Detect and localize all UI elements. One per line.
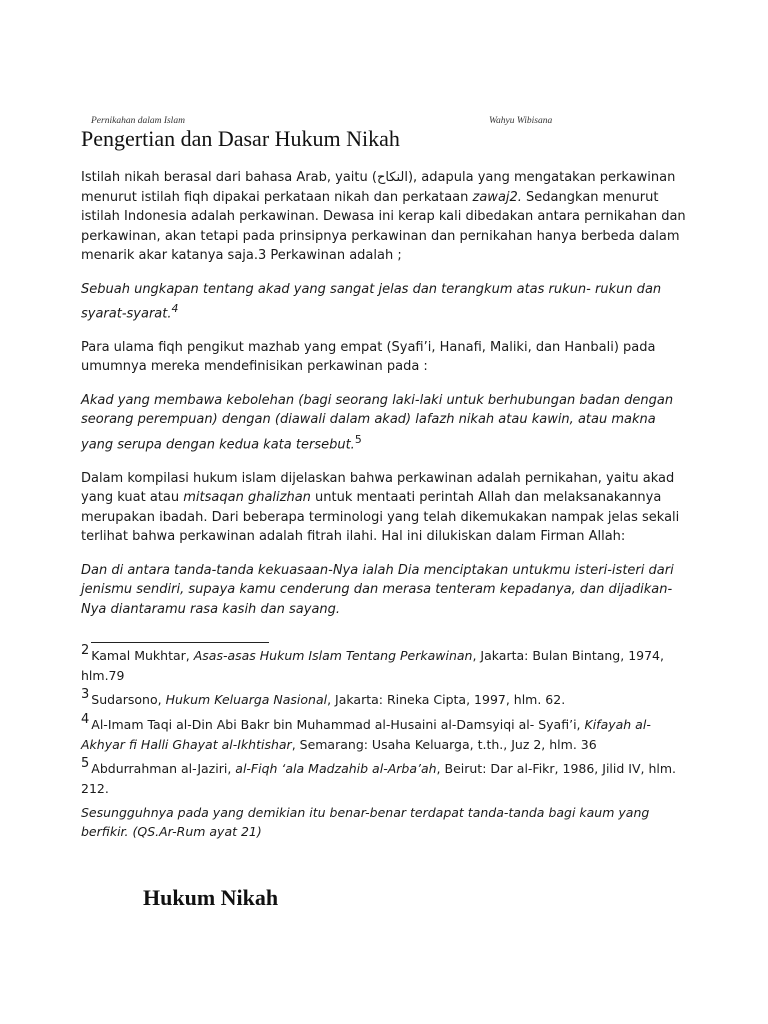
verse-conclusion: Sesungguhnya pada yang demikian itu benar-benar terdapat tanda-tanda bagi kaum yang berfikir. (QS.Ar-Rum ayat 21) — [81, 805, 650, 839]
footnote-number: 3 — [81, 687, 90, 702]
footnote-text: , Semarang: Usaha Keluarga, t.th., Juz 2, hlm. 36 — [291, 737, 597, 752]
paragraph-text: Sedangkan menurut istilah Indonesia adalah perkawinan. Dewasa ini kerap kali dibedakan antara pernikahan dan perkawinan, akan tetapi pada prinsipnya perkawinan dan pernikahan hanya berbeda dalam menarik akar katanya saja.3 Perkawinan adalah ; — [81, 189, 686, 263]
footnote-text: Sudarsono, — [91, 692, 166, 707]
footnote-number: 4 — [81, 712, 90, 727]
footnote-text: , Beirut: Dar al-Fikr, 1986, Jilid IV, hlm. 212. — [81, 761, 676, 796]
footnote-number: 2 — [81, 643, 90, 658]
footnote-text: Al-Imam Taqi al-Din Abi Bakr bin Muhammad al-Husaini al-Damsyiqi al- Syafi’i, — [91, 717, 585, 732]
running-header-right: Wahyu Wibisana — [489, 116, 553, 126]
footnotes — [81, 643, 691, 841]
emphasis-term: mitsaqan ghalizhan — [183, 490, 311, 506]
footnote-title: Kifayah al-Akhyar fi Halli Ghayat al-Ikhtishar — [81, 717, 651, 752]
footnote-text: Kamal Mukhtar, — [91, 648, 194, 663]
quote-ulama-definition — [81, 391, 691, 455]
emphasis-term: zawaj2. — [472, 189, 522, 205]
footnote-marker[interactable]: 4 — [171, 302, 179, 315]
footnote-title: Hukum Keluarga Nasional — [165, 692, 328, 707]
footnote-text: , Jakarta: Bulan Bintang, 1974, hlm.79 — [81, 648, 664, 683]
section-heading: Hukum Nikah — [143, 885, 279, 910]
footnote-title: al-Fiqh ‘ala Madzahib al-Arba’ah — [235, 761, 437, 776]
footnote-item — [81, 756, 691, 798]
footnote-text: Abdurrahman al-Jaziri, — [91, 761, 236, 776]
footnote-item — [81, 687, 691, 710]
paragraph-kompilasi — [81, 469, 691, 547]
running-header-left: Pernikahan dalam Islam — [91, 116, 185, 126]
page-title: Pengertian dan Dasar Hukum Nikah — [81, 126, 400, 151]
footnote-item — [81, 643, 691, 685]
paragraph-ulama: Para ulama fiqh pengikut mazhab yang empat (Syafi’i, Hanafi, Maliki, dan Hanbali) pada umumnya mereka mendefinisikan perkawinan pada : — [81, 339, 656, 375]
paragraph-text: untuk mentaati perintah Allah dan melaksanakannya merupakan ibadah. Dari beberapa terminologi yang telah dikemukakan nampak jelas sekali terlihat bahwa perkawinan adalah fitrah ilahi. Hal ini dilukiskan dalam Firman Allah: — [81, 490, 680, 545]
paragraph-text: Dalam kompilasi hukum islam dijelaskan bahwa perkawinan adalah pernikahan, yaitu akad yang kuat atau — [81, 470, 675, 506]
quote-definition — [81, 280, 691, 324]
quote-text: Sebuah ungkapan tentang akad yang sangat jelas dan terangkum atas rukun- rukun dan syarat-syarat. — [81, 281, 662, 322]
footnote-number: 5 — [81, 756, 90, 771]
footnote-text: , Jakarta: Rineka Cipta, 1997, hlm. 62. — [327, 692, 566, 707]
quote-text: Akad yang membawa kebolehan (bagi seorang laki-laki untuk berhubungan badan dengan seorang perempuan) dengan (diawali dalam akad) lafazh nikah atau kawin, atau makna yang serupa dengan kedua kata tersebut. — [81, 392, 674, 453]
footnote-marker[interactable]: 5 — [354, 432, 362, 446]
quote-verse: Dan di antara tanda-tanda kekuasaan-Nya ialah Dia menciptakan untukmu isteri-isteri dari jenismu sendiri, supaya kamu cenderung dan merasa tenteram kepadanya, dan dijadikan-Nya diantaramu rasa kasih dan sayang. — [81, 562, 674, 617]
footnote-separator — [91, 642, 269, 643]
footnote-item — [81, 712, 691, 754]
footnote-title: Asas-asas Hukum Islam Tentang Perkawinan — [193, 648, 473, 663]
paragraph-text: ), adapula yang mengatakan perkawinan menurut istilah fiqh dipakai perkataan nikah dan perkataan — [81, 170, 676, 205]
arabic-term: النكاح — [376, 170, 408, 185]
paragraph-text: Istilah nikah berasal dari bahasa Arab, yaitu ( — [81, 170, 377, 185]
body-text — [81, 168, 691, 633]
paragraph-definition — [81, 168, 691, 266]
